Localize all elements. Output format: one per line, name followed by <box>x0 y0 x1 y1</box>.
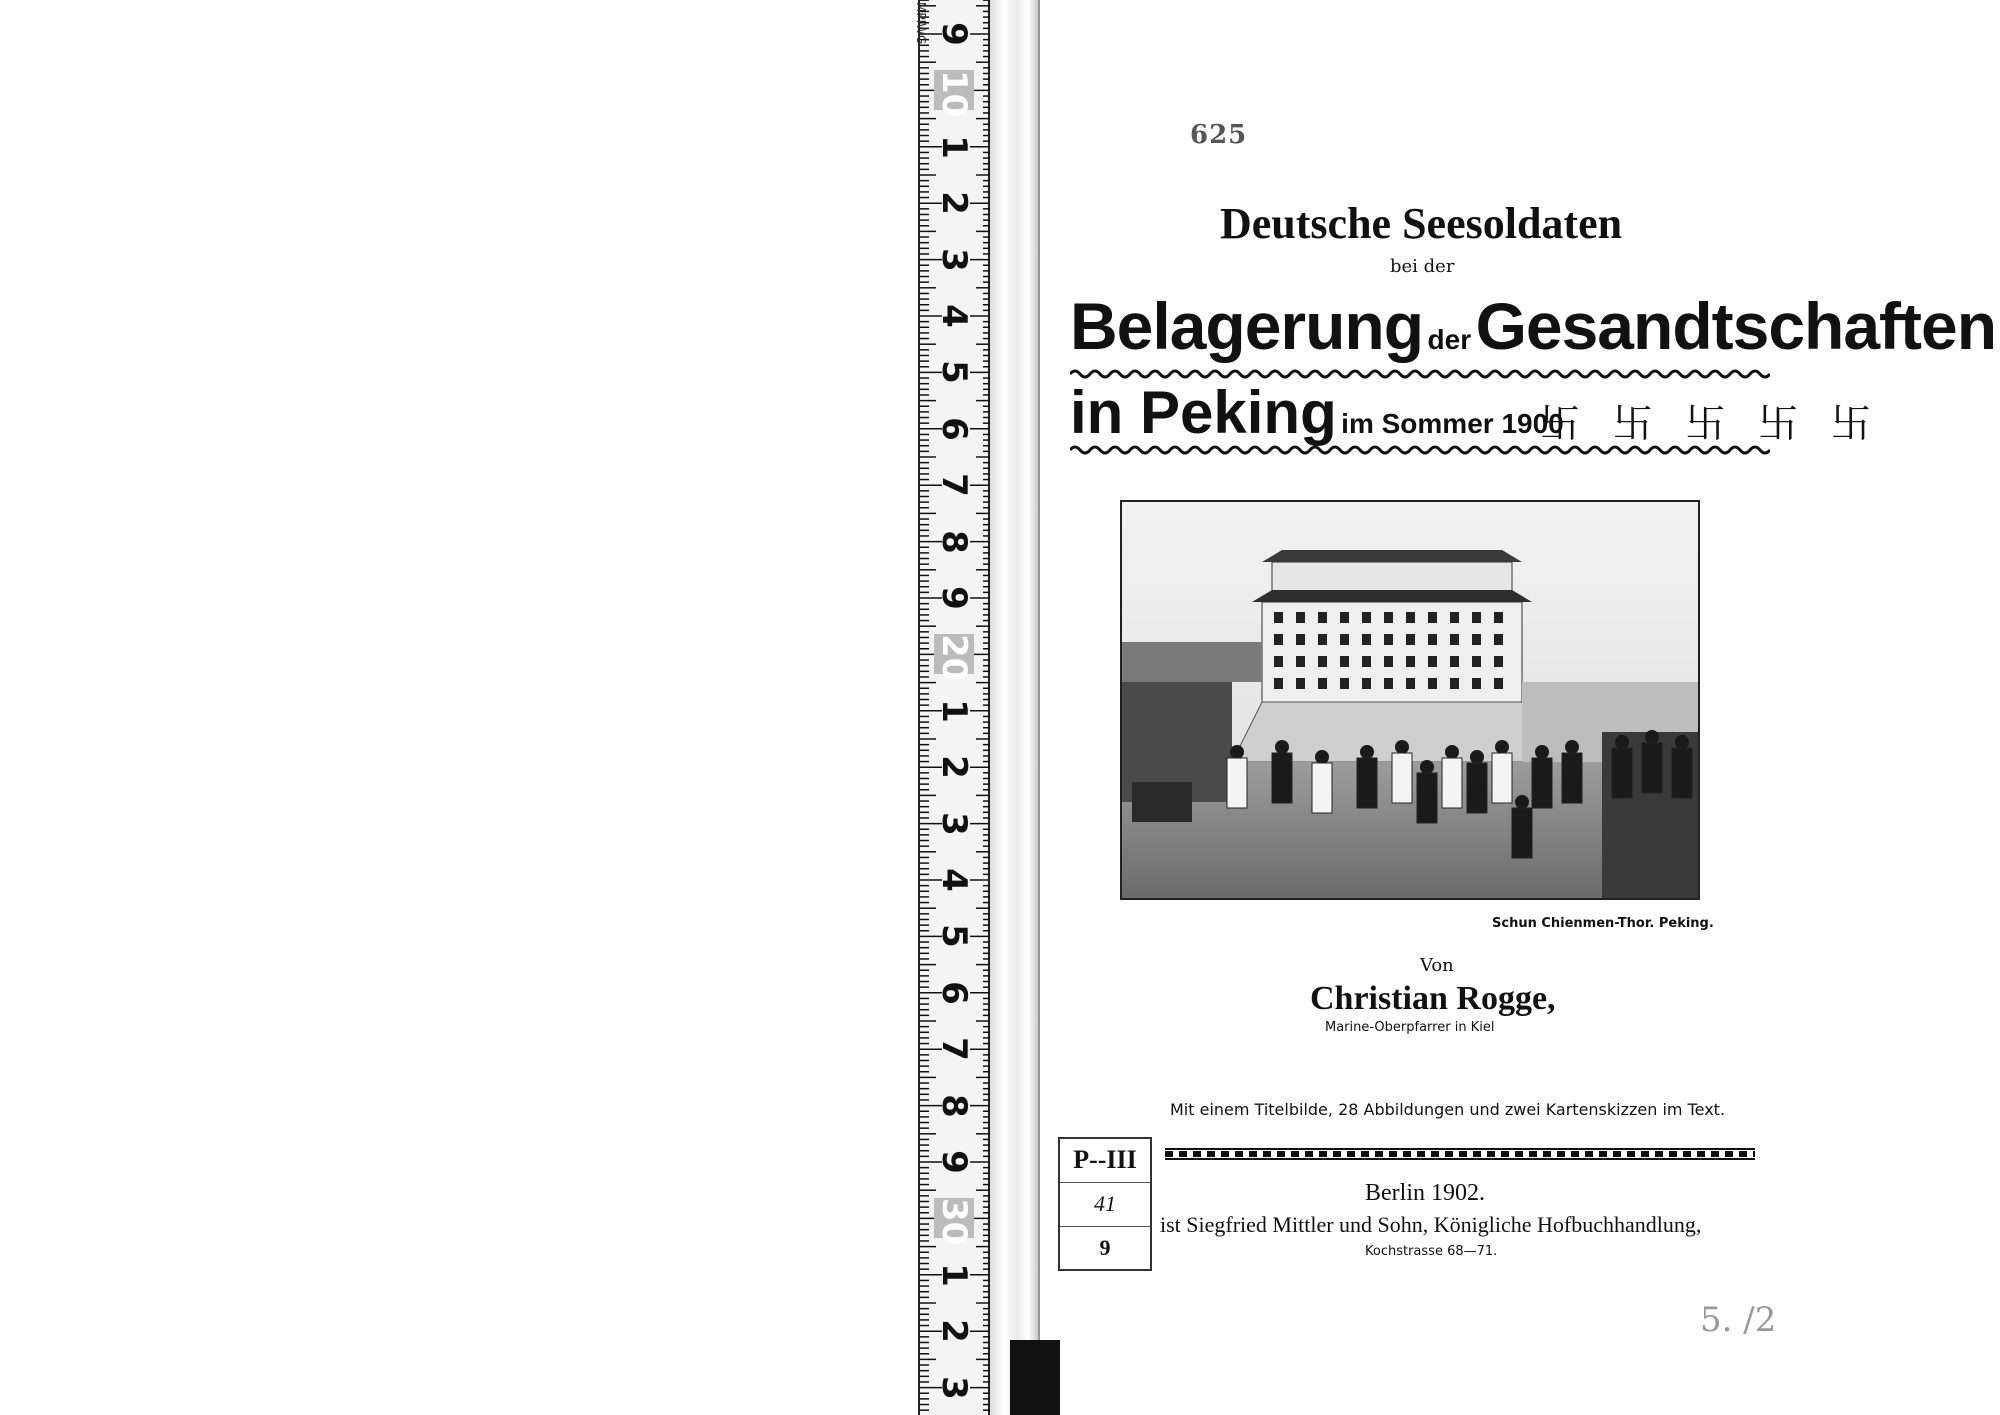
divider-motif <box>1725 1151 1733 1157</box>
divider-motif <box>1473 1151 1481 1157</box>
divider-motif <box>1683 1151 1691 1157</box>
ruler-number: 6 <box>934 980 974 1005</box>
library-label <box>1058 1137 1152 1271</box>
person-body <box>1227 758 1247 808</box>
shelfmark-number: 625 <box>1190 120 1248 150</box>
divider-motif <box>1585 1151 1593 1157</box>
gate-window <box>1472 678 1481 689</box>
divider-motif <box>1221 1151 1229 1157</box>
divider-motif <box>1515 1151 1523 1157</box>
title-in-peking: in Peking <box>1070 379 1337 446</box>
person-head <box>1275 740 1289 754</box>
divider-motif <box>1543 1151 1551 1157</box>
gate-window <box>1428 612 1437 623</box>
ruler-tag: MPIWG <box>914 2 928 45</box>
divider-motif <box>1557 1151 1565 1157</box>
person-head <box>1315 750 1329 764</box>
ruler-number: 6 <box>934 416 974 441</box>
author-role: Marine-Oberpfarrer in Kiel <box>1325 1020 1495 1035</box>
ruler-number: 10 <box>934 70 974 118</box>
divider-motif <box>1627 1151 1635 1157</box>
divider-motif <box>1235 1151 1243 1157</box>
ruler-number: 7 <box>934 1037 974 1062</box>
divider-motif <box>1571 1151 1579 1157</box>
divider-motif <box>1403 1151 1411 1157</box>
person-body <box>1642 743 1662 793</box>
ruler-number: 4 <box>934 868 974 892</box>
gate-window <box>1340 612 1349 623</box>
title-line-1: Deutsche Seesoldaten <box>1220 199 1623 248</box>
person-body <box>1492 753 1512 803</box>
gate-window <box>1274 634 1283 645</box>
gate-window <box>1450 634 1459 645</box>
person-body <box>1312 763 1332 813</box>
ruler-number: 2 <box>934 191 974 216</box>
gate-window <box>1472 612 1481 623</box>
ruler-number: 5 <box>934 360 974 385</box>
divider-motif <box>1207 1151 1215 1157</box>
photo-caption: Schun Chienmen-Thor. Peking. <box>1492 916 1714 931</box>
divider-motif <box>1291 1151 1299 1157</box>
title-page <box>1040 0 2000 1415</box>
ruler-number: 8 <box>934 1093 974 1118</box>
photo-drawing <box>1122 502 1700 900</box>
ruler-number: 8 <box>934 529 974 554</box>
gate-photograph <box>1120 500 1700 900</box>
label-line-3: 9 <box>1099 1235 1111 1260</box>
divider-motif <box>1179 1151 1187 1157</box>
divider-motif <box>1529 1151 1537 1157</box>
gate-window <box>1362 634 1371 645</box>
gate-window <box>1340 634 1349 645</box>
ruler-number: 4 <box>934 304 974 328</box>
gate-window <box>1362 612 1371 623</box>
divider-motif <box>1263 1151 1271 1157</box>
ruler-number: 30 <box>934 1198 974 1246</box>
gate-window <box>1362 656 1371 667</box>
divider-motif <box>1655 1151 1663 1157</box>
gate-window <box>1406 678 1415 689</box>
publisher: ist Siegfried Mittler und Sohn, Königliche Hofbuchhandlung, <box>1160 1212 1702 1237</box>
person-body <box>1512 808 1532 858</box>
person-head <box>1470 750 1484 764</box>
person-head <box>1645 730 1659 744</box>
gate-window <box>1318 612 1327 623</box>
ruler-number: 1 <box>934 1262 974 1287</box>
gate-window <box>1296 656 1305 667</box>
person-head <box>1515 795 1529 809</box>
gate-window <box>1406 634 1415 645</box>
gate-window <box>1318 678 1327 689</box>
divider-motif <box>1613 1151 1621 1157</box>
gate-window <box>1296 678 1305 689</box>
divider-motif <box>1501 1151 1509 1157</box>
title-belagerung: Belagerung <box>1070 289 1424 363</box>
ruler-number: 9 <box>934 586 974 610</box>
author-prefix: Von <box>1420 955 1454 976</box>
gate-window <box>1472 656 1481 667</box>
title-line-3 <box>1070 288 1996 364</box>
title-sommer: im Sommer 1900 <box>1341 408 1564 439</box>
label-line-2: 41 <box>1060 1183 1150 1227</box>
divider-motif <box>1305 1151 1313 1157</box>
title-line-4 <box>1070 378 1564 447</box>
publication-place-year: Berlin 1902. <box>1365 1180 1485 1206</box>
person-body <box>1392 753 1412 803</box>
ruler-number: 1 <box>934 698 974 723</box>
divider-motif <box>1641 1151 1649 1157</box>
gate-window <box>1296 634 1305 645</box>
ruler-number: 3 <box>934 811 974 836</box>
person-head <box>1565 740 1579 754</box>
person-head <box>1420 760 1434 774</box>
ruler-number: 20 <box>934 634 974 682</box>
book-spine <box>990 0 1038 1415</box>
illustrations-note: Mit einem Titelbilde, 28 Abbildungen und zwei Kartenskizzen im Text. <box>1170 1100 1726 1119</box>
gate-window <box>1428 678 1437 689</box>
person-body <box>1612 748 1632 798</box>
person-head <box>1445 745 1459 759</box>
divider-motif <box>1487 1151 1495 1157</box>
ruler-number: 2 <box>934 755 974 780</box>
gate-window <box>1384 612 1393 623</box>
pencil-note: 5. /2 <box>1700 1300 1777 1340</box>
gate-window <box>1384 678 1393 689</box>
person-head <box>1615 735 1629 749</box>
divider-motif <box>1711 1151 1719 1157</box>
person-body <box>1467 763 1487 813</box>
gate-window <box>1494 634 1503 645</box>
author-name: Christian Rogge, <box>1310 980 1556 1017</box>
divider-motif <box>1445 1151 1453 1157</box>
title-line-2: bei der <box>1390 256 1455 277</box>
ornament-row: 卐 卐 卐 卐 卐 <box>1540 401 1881 447</box>
divider-motif <box>1389 1151 1397 1157</box>
ruler-number: 5 <box>934 924 974 949</box>
divider-motif <box>1739 1151 1747 1157</box>
gate-window <box>1428 634 1437 645</box>
ornamental-divider <box>1165 1148 1755 1160</box>
ruler-number: 1 <box>934 134 974 159</box>
gate-window <box>1428 656 1437 667</box>
divider-motif <box>1669 1151 1677 1157</box>
ruler-number: 2 <box>934 1319 974 1344</box>
ruler-number: 9 <box>934 22 974 46</box>
person-body <box>1562 753 1582 803</box>
person-body <box>1532 758 1552 808</box>
divider-motif <box>1417 1151 1425 1157</box>
divider-motif <box>1753 1151 1755 1157</box>
divider-motif <box>1459 1151 1467 1157</box>
divider-motif <box>1697 1151 1705 1157</box>
divider-motif <box>1361 1151 1369 1157</box>
ruler-number: 7 <box>934 473 974 498</box>
divider-motif <box>1277 1151 1285 1157</box>
person-body <box>1357 758 1377 808</box>
divider-motif <box>1599 1151 1607 1157</box>
gate-window <box>1494 656 1503 667</box>
person-head <box>1230 745 1244 759</box>
wave-rule-bottom <box>1070 444 1770 456</box>
gate-window <box>1274 678 1283 689</box>
person-body <box>1442 758 1462 808</box>
gate-window <box>1384 634 1393 645</box>
gate-window <box>1406 656 1415 667</box>
title-der: der <box>1427 324 1472 355</box>
gate-window <box>1318 634 1327 645</box>
gate-window <box>1472 634 1481 645</box>
divider-motif <box>1333 1151 1341 1157</box>
gate-window <box>1450 678 1459 689</box>
gate-window <box>1406 612 1415 623</box>
divider-motif <box>1165 1151 1173 1157</box>
ruler-number: 3 <box>934 247 974 272</box>
gate-window <box>1340 678 1349 689</box>
person-head <box>1675 735 1689 749</box>
ruler-number: 3 <box>934 1375 974 1400</box>
divider-motif <box>1319 1151 1327 1157</box>
gate-window <box>1494 678 1503 689</box>
publisher-address: Kochstrasse 68—71. <box>1365 1244 1498 1259</box>
gate-window <box>1450 612 1459 623</box>
person-head <box>1495 740 1509 754</box>
gate-window <box>1318 656 1327 667</box>
divider-motif <box>1249 1151 1257 1157</box>
gate-window <box>1296 612 1305 623</box>
gate-window <box>1274 612 1283 623</box>
gate-window <box>1384 656 1393 667</box>
person-body <box>1672 748 1692 798</box>
label-line-1: P--III <box>1060 1139 1150 1183</box>
gate-window <box>1450 656 1459 667</box>
divider-motif <box>1347 1151 1355 1157</box>
person-head <box>1360 745 1374 759</box>
gate-window <box>1362 678 1371 689</box>
ruler-number: 9 <box>934 1150 974 1174</box>
title-gesandtschaften: Gesandtschaften <box>1475 289 1997 363</box>
divider-motif <box>1375 1151 1383 1157</box>
person-head <box>1535 745 1549 759</box>
gate-window <box>1494 612 1503 623</box>
divider-motif <box>1431 1151 1439 1157</box>
divider-motif <box>1193 1151 1201 1157</box>
gate-window <box>1340 656 1349 667</box>
person-body <box>1417 773 1437 823</box>
gate-window <box>1274 656 1283 667</box>
person-head <box>1395 740 1409 754</box>
person-body <box>1272 753 1292 803</box>
